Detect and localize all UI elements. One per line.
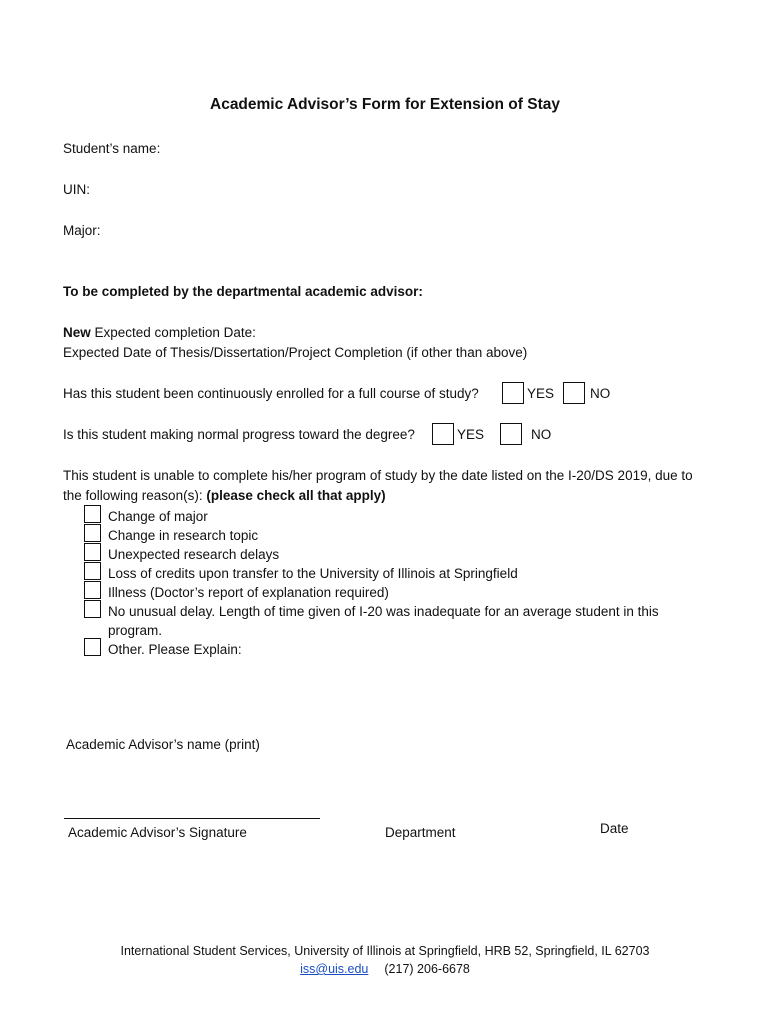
new-completion-rest: Expected completion Date: <box>90 325 256 340</box>
new-completion-date-label <box>63 325 256 340</box>
reason-label-change-major: Change of major <box>108 509 208 524</box>
enrolled-yes-label: YES <box>527 386 555 401</box>
reason-checkbox-change-major[interactable] <box>84 505 101 523</box>
enrolled-no-label: NO <box>590 386 611 401</box>
enrolled-no-checkbox[interactable] <box>563 382 585 404</box>
enrolled-question: Has this student been continuously enrolled for a full course of study? <box>63 386 479 401</box>
reason-label-no-delay-cont: program. <box>108 623 163 638</box>
reason-checkbox-loss-credits[interactable] <box>84 562 101 580</box>
reason-label-other: Other. Please Explain: <box>108 642 242 657</box>
reasons-intro-line1: This student is unable to complete his/her program of study by the date listed on the I-20/DS 2019, due to <box>63 468 693 483</box>
reasons-intro-line2 <box>63 488 386 503</box>
reason-checkbox-change-topic[interactable] <box>84 524 101 542</box>
progress-no-checkbox[interactable] <box>500 423 522 445</box>
signature-label: Academic Advisor’s Signature <box>68 825 247 840</box>
footer-phone: (217) 206-6678 <box>384 962 470 976</box>
footer-contact <box>0 962 770 976</box>
signature-line <box>64 818 320 819</box>
enrolled-yes-checkbox[interactable] <box>502 382 524 404</box>
new-emphasis: New <box>63 325 91 340</box>
uin-label: UIN: <box>63 182 90 197</box>
thesis-date-label: Expected Date of Thesis/Dissertation/Project Completion (if other than above) <box>63 345 528 360</box>
footer-email-link[interactable]: iss@uis.edu <box>300 962 369 976</box>
reasons-intro-bold: (please check all that apply) <box>206 488 386 503</box>
reasons-intro-plain: the following reason(s): <box>63 488 207 503</box>
reason-label-loss-credits: Loss of credits upon transfer to the University of Illinois at Springfield <box>108 566 518 581</box>
footer-address: International Student Services, University of Illinois at Springfield, HRB 52, Springfield, IL 62703 <box>120 944 650 958</box>
reason-label-change-topic: Change in research topic <box>108 528 259 543</box>
form-title: Academic Advisor’s Form for Extension of Stay <box>210 96 560 113</box>
advisor-name-label: Academic Advisor’s name (print) <box>66 737 260 752</box>
date-label: Date <box>600 821 629 836</box>
major-label: Major: <box>63 223 101 238</box>
reason-label-research-delays: Unexpected research delays <box>108 547 280 562</box>
reason-label-no-delay: No unusual delay. Length of time given of I-20 was inadequate for an average student in this <box>108 604 659 619</box>
progress-no-label: NO <box>531 427 552 442</box>
progress-yes-label: YES <box>457 427 485 442</box>
progress-question: Is this student making normal progress toward the degree? <box>63 427 415 442</box>
advisor-section-heading: To be completed by the departmental academic advisor: <box>63 284 423 299</box>
reason-checkbox-research-delays[interactable] <box>84 543 101 561</box>
reason-checkbox-illness[interactable] <box>84 581 101 599</box>
student-name-label: Student’s name: <box>63 141 161 156</box>
reason-checkbox-other[interactable] <box>84 638 101 656</box>
reason-label-illness: Illness (Doctor’s report of explanation required) <box>108 585 389 600</box>
department-label: Department <box>385 825 456 840</box>
progress-yes-checkbox[interactable] <box>432 423 454 445</box>
reason-checkbox-no-delay[interactable] <box>84 600 101 618</box>
